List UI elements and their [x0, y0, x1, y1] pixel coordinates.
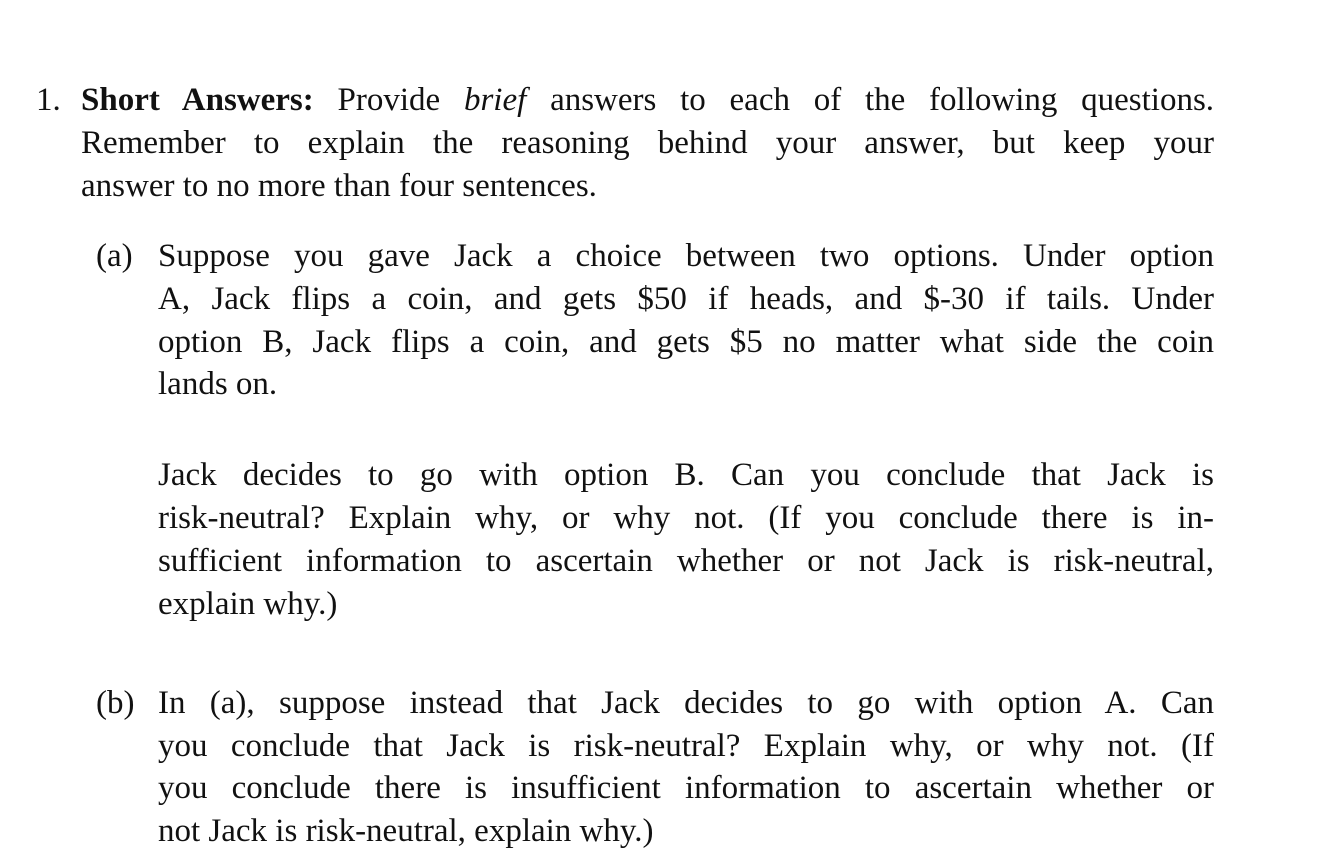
question-intro-emphasis: brief: [463, 82, 527, 118]
part-a-paragraph-2-line-3: sufficient information to ascertain whether or not Jack is risk-neutral,: [158, 543, 1214, 579]
part-a-paragraph-1-line-2: A, Jack flips a coin, and gets $50 if heads, and $-30 if tails. Under: [158, 281, 1214, 317]
question-intro-line-1: [81, 80, 1214, 120]
part-b-paragraph-1-line-1: In (a), suppose instead that Jack decides to go with option A. Can: [158, 685, 1214, 721]
part-a-paragraph-2-line-4: explain why.): [158, 586, 338, 622]
question-intro-after-emphasis: answers to each of the following questions.: [550, 82, 1215, 118]
part-a-paragraph-1-line-4: lands on.: [158, 366, 278, 402]
part-b-paragraph-1-line-4: not Jack is risk-neutral, explain why.): [158, 813, 654, 849]
question-intro-before-emphasis: Provide: [337, 82, 441, 118]
part-a-paragraph-2-line-1: Jack decides to go with option B. Can you conclude that Jack is: [158, 457, 1214, 493]
question-heading: Short Answers:: [81, 82, 314, 118]
part-b-paragraph-1-line-2: you conclude that Jack is risk-neutral? Explain why, or why not. (If: [158, 728, 1214, 764]
part-a-paragraph-2-line-2: risk-neutral? Explain why, or why not. (If you conclude there is in-: [158, 500, 1214, 536]
part-a-paragraph-1-line-1: Suppose you gave Jack a choice between two options. Under option: [158, 238, 1214, 274]
part-b-paragraph-1-line-3: you conclude there is insufficient information to ascertain whether or: [158, 770, 1214, 806]
part-a-label: (a): [96, 238, 133, 274]
part-b-label: (b): [96, 685, 135, 721]
part-a-paragraph-1-line-3: option B, Jack flips a coin, and gets $5 no matter what side the coin: [158, 324, 1214, 360]
question-intro-line-3: answer to no more than four sentences.: [81, 168, 597, 204]
question-intro-line-2: Remember to explain the reasoning behind your answer, but keep your: [81, 125, 1214, 161]
question-number: 1.: [36, 82, 61, 118]
